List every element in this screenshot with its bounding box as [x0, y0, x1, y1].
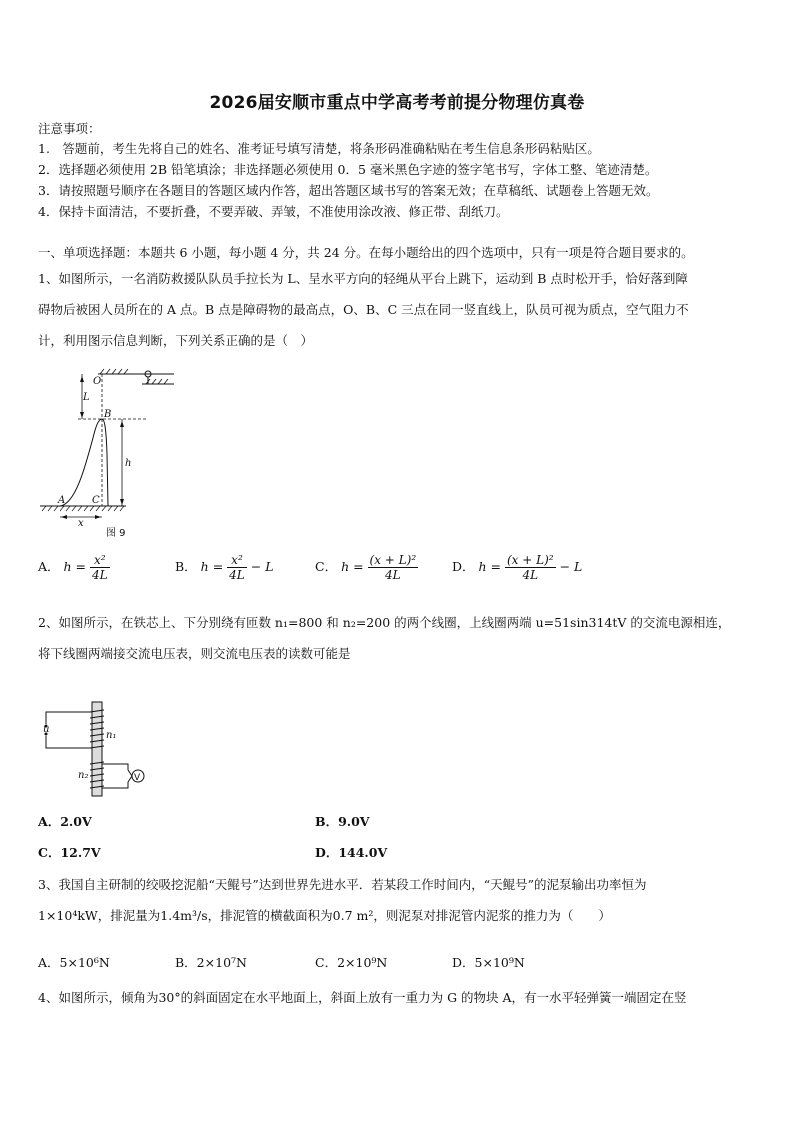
q3-power: 1×10⁴kW: [38, 908, 98, 923]
option-lhs: h =: [200, 559, 224, 574]
q1-option-b[interactable]: [175, 553, 274, 582]
notice-item: 3．请按照题号顺序在各题目的答题区域内作答，超出答题区域书写的答案无效；在草稿纸、试题卷上答题无效。: [38, 183, 659, 198]
q2-figure: [38, 700, 158, 800]
label-A: A: [58, 495, 66, 506]
q2-option-b[interactable]: B．9.0V: [315, 814, 370, 829]
option-lhs: h =: [341, 559, 364, 574]
q1-text: 计，利用图示信息判断，下列关系正确的是（ ）: [38, 333, 314, 348]
q4-text: 4、如图所示，倾角为30°的斜面固定在水平地面上，斜面上放有一重力为 G 的物块 A，有一水平轻弹簧一端固定在竖: [38, 990, 687, 1005]
label-x: x: [78, 518, 84, 529]
option-letter: C．: [315, 559, 338, 574]
label-u: u: [43, 724, 50, 735]
option-lhs: h =: [478, 559, 502, 574]
q3-option-b[interactable]: B．2×10⁷N: [175, 955, 247, 970]
q1-text: 1、如图所示，一名消防救援队队员手拉长为 L、呈水平方向的轻绳从平台上跳下，运动到 B 点时松开手，恰好落到障: [38, 271, 688, 286]
option-fraction: [227, 553, 247, 582]
notice-item: 1. 答题前，考生先将自己的姓名、准考证号填写清楚，将条形码准确粘贴在考生信息条形码粘贴区。: [38, 141, 600, 156]
option-letter: B．: [175, 559, 197, 574]
q2-option-a[interactable]: A．2.0V: [38, 814, 92, 829]
option-letter: A．: [38, 559, 60, 574]
q3-flow: 1.4m³/s: [160, 908, 208, 923]
option-fraction: [90, 553, 110, 582]
notice-item: 4．保持卡面清洁，不要折叠，不要弄破、弄皱，不准使用涂改液、修正带、刮纸刀。: [38, 204, 509, 219]
q3-text-fragment: ，则泥泵对排泥管内泥浆的推力为（ ）: [373, 908, 611, 923]
option-tail: − L: [559, 559, 583, 574]
option-tail: − L: [250, 559, 274, 574]
q2-option-d[interactable]: D．144.0V: [315, 845, 388, 860]
q1-option-d[interactable]: [452, 553, 582, 582]
notice-item: 2．选择题必须使用 2B 铅笔填涂；非选择题必须使用 0．5 毫米黑色字迹的签字笔书写，字体工整、笔迹清楚。: [38, 162, 658, 177]
page-title: 2026届安顺市重点中学高考考前提分物理仿真卷: [209, 93, 585, 113]
q1-text: 碍物后被困人员所在的 A 点。B 点是障碍物的最高点，O、B、C 三点在同一竖直线上，队员可视为质点，空气阻力不: [38, 302, 689, 317]
q2-option-c[interactable]: C．12.7V: [38, 845, 101, 860]
q1-option-c[interactable]: [315, 553, 418, 582]
fraction-numerator: x²: [90, 553, 110, 568]
q3-area: 0.7 m²: [332, 908, 374, 923]
fraction-denominator: 4L: [229, 568, 245, 582]
section-heading: 一、单项选择题：本题共 6 小题，每小题 4 分，共 24 分。在每小题给出的四个选项中，只有一项是符合题目要求的。: [38, 245, 694, 260]
q3-option-c[interactable]: C．2×10⁹N: [315, 955, 388, 970]
label-B: B: [104, 409, 112, 420]
option-letter: D．: [452, 559, 475, 574]
label-L: L: [83, 392, 90, 403]
q3-text-fragment: ，排泥管的横截面积为: [207, 908, 333, 923]
voltmeter-icon: V: [134, 773, 141, 783]
label-C: C: [92, 495, 100, 506]
fraction-numerator: (x + L)²: [369, 553, 417, 567]
q2-text: 将下线圈两端接交流电压表，则交流电压表的读数可能是: [38, 646, 351, 661]
q1-option-a[interactable]: [38, 553, 110, 582]
q1-figure: [36, 364, 186, 544]
fraction-denominator: 4L: [522, 568, 539, 582]
q3-option-a[interactable]: A．5×10⁶N: [38, 955, 110, 970]
label-h: h: [125, 458, 132, 469]
q3-text: 3、我国自主研制的绞吸挖泥船“天鲲号”达到世界先进水平．若某段工作时间内，“天鲲号”的泥泵输出功率恒为: [38, 877, 647, 892]
label-O: O: [93, 376, 102, 387]
option-lhs: h =: [63, 559, 87, 574]
fraction-numerator: x²: [227, 553, 247, 568]
fraction-denominator: 4L: [385, 568, 401, 582]
option-fraction: [368, 553, 419, 582]
figure-caption: 图 9: [106, 528, 126, 539]
q3-option-d[interactable]: D．5×10⁹N: [452, 955, 525, 970]
notice-heading: 注意事项：: [38, 121, 101, 136]
q3-text-fragment: ，排泥量为: [97, 908, 161, 923]
q3-text: [38, 907, 611, 925]
option-fraction: [505, 553, 556, 582]
q2-text: 2、如图所示，在铁芯上、下分别绕有匝数 n₁=800 和 n₂=200 的两个线圈，上线圈两端 u=51sin314tV 的交流电源相连，: [38, 615, 731, 630]
fraction-numerator: (x + L)²: [507, 553, 554, 567]
label-n1: n₁: [106, 730, 117, 741]
fraction-denominator: 4L: [92, 568, 108, 582]
label-n2: n₂: [78, 770, 89, 781]
